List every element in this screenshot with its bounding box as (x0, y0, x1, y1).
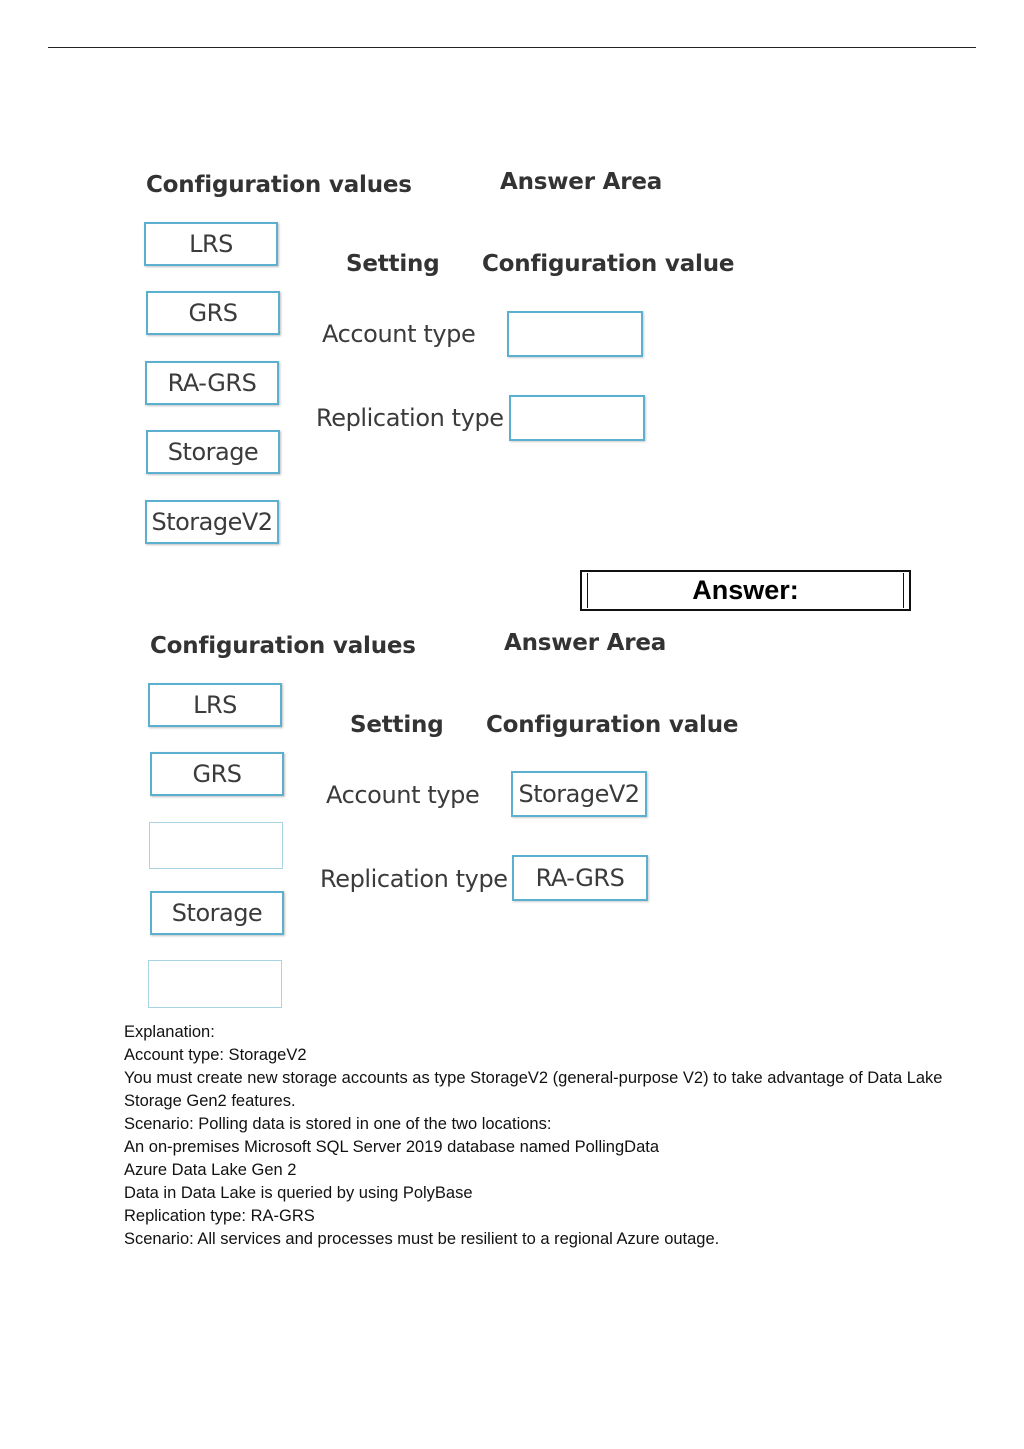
explanation-line: Scenario: Polling data is stored in one of the two locations: (124, 1115, 552, 1133)
explanation-line: Scenario: All services and processes must be resilient to a regional Azure outage. (124, 1230, 720, 1248)
explanation-line: An on-premises Microsoft SQL Server 2019 database named PollingData (124, 1138, 660, 1156)
question-panel (0, 0, 1024, 536)
tile-storage[interactable]: Storage (146, 430, 280, 474)
tile-grs[interactable]: GRS (146, 291, 280, 335)
account-type-label: Account type (322, 320, 476, 348)
replication-type-label: Replication type (316, 404, 504, 432)
replication-type-label: Replication type (320, 865, 508, 893)
explanation-line: Account type: StorageV2 (124, 1046, 307, 1064)
account-type-slot[interactable] (507, 311, 643, 357)
answer-area-heading: Answer Area (500, 169, 663, 195)
tile-storagev2[interactable]: StorageV2 (145, 500, 279, 544)
answer-area-heading: Answer Area (504, 630, 667, 656)
explanation-line: Replication type: RA-GRS (124, 1207, 315, 1225)
tile-empty-slot (149, 822, 283, 869)
replication-type-slot[interactable]: RA-GRS (512, 855, 648, 901)
account-type-slot[interactable]: StorageV2 (511, 771, 647, 817)
tile-storage[interactable]: Storage (150, 891, 284, 935)
tile-lrs[interactable]: LRS (144, 222, 278, 266)
configuration-value-heading: Configuration value (482, 251, 735, 277)
setting-heading: Setting (346, 251, 440, 277)
explanation-line: You must create new storage accounts as type StorageV2 (general-purpose V2) to take advantage of Data Lake Storage Gen2 features. (124, 1069, 943, 1110)
explanation (124, 1021, 944, 1251)
tile-grs[interactable]: GRS (150, 752, 284, 796)
tile-lrs[interactable]: LRS (148, 683, 282, 727)
answer-label: Answer: (692, 575, 799, 605)
setting-heading: Setting (350, 712, 444, 738)
configuration-value-heading: Configuration value (486, 712, 739, 738)
account-type-label: Account type (326, 781, 480, 809)
explanation-line: Azure Data Lake Gen 2 (124, 1161, 297, 1179)
tile-ra-grs[interactable]: RA-GRS (145, 361, 279, 405)
explanation-line: Data in Data Lake is queried by using PolyBase (124, 1184, 473, 1202)
replication-type-slot[interactable] (509, 395, 645, 441)
answer-panel (0, 461, 1024, 927)
tile-empty-slot (148, 960, 282, 1008)
configuration-values-heading: Configuration values (150, 633, 416, 659)
explanation-heading: Explanation: (124, 1023, 215, 1041)
configuration-values-heading: Configuration values (146, 172, 412, 198)
